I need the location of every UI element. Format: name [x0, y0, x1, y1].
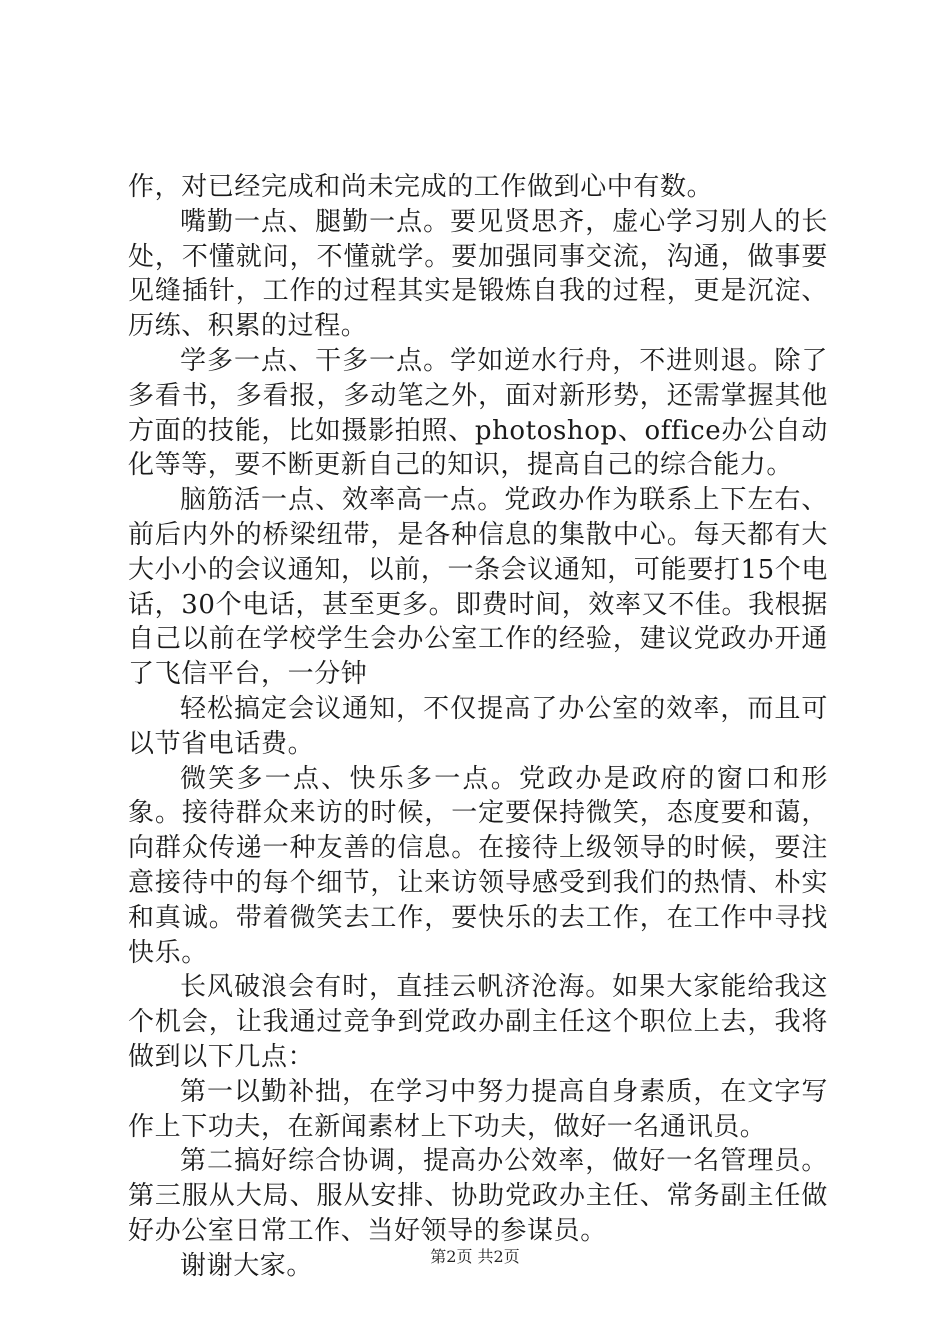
- document-body: [128, 170, 828, 1284]
- paragraph-opportunity: 长风破浪会有时，直挂云帆济沧海。如果大家能给我这个机会，让我通过竞争到党政办副主任这个职位上去，我将做到以下几点：: [128, 972, 828, 1072]
- paragraph-diligence: 嘴勤一点、腿勤一点。要见贤思齐，虚心学习别人的长处，不懂就问，不懂就学。要加强同事交流，沟通，做事要见缝插针，工作的过程其实是锻炼自我的过程，更是沉淀、历练、积累的过程。: [128, 206, 828, 342]
- paragraph-continuation: 作，对已经完成和尚未完成的工作做到心中有数。: [128, 172, 714, 202]
- paragraph-thanks: 谢谢大家。: [180, 1250, 314, 1281]
- paragraph-point-one: 第一以勤补拙，在学习中努力提高自身素质，在文字写作上下功夫，在新闻素材上下功夫，做好一名通讯员。: [128, 1076, 828, 1142]
- page-footer: 第2页 共2页: [430, 1247, 520, 1266]
- paragraph-efficiency: 脑筋活一点、效率高一点。党政办作为联系上下左右、前后内外的桥梁纽带，是各种信息的集散中心。每天都有大大小小的会议通知，以前，一条会议通知，可能要打15个电话，30个电话，甚至更多。即费时间，效率又不佳。我根据自己以前在学校学生会办公室工作的经验，建议党政办开通了飞信平台，一分钟: [128, 485, 828, 690]
- paragraph-learning: 学多一点、干多一点。学如逆水行舟，不进则退。除了多看书，多看报，多动笔之外，面对新形势，还需掌握其他方面的技能，比如摄影拍照、photoshop、office办公自动化等等，要不断更新自己的知识，提高自己的综合能力。: [128, 345, 828, 481]
- paragraph-point-two-three: 第二搞好综合协调，提高办公效率，做好一名管理员。第三服从大局、服从安排、协助党政办主任、常务副主任做好办公室日常工作、当好领导的参谋员。: [128, 1146, 828, 1246]
- paragraph-notification: 轻松搞定会议通知，不仅提高了办公室的效率，而且可以节省电话费。: [128, 693, 828, 759]
- paragraph-smile: 微笑多一点、快乐多一点。党政办是政府的窗口和形象。接待群众来访的时候，一定要保持微笑，态度要和蔼，向群众传递一种友善的信息。在接待上级领导的时候，要注意接待中的每个细节，让来访领导感受到我们的热情、朴实和真诚。带着微笑去工作，要快乐的去工作，在工作中寻找快乐。: [128, 763, 828, 968]
